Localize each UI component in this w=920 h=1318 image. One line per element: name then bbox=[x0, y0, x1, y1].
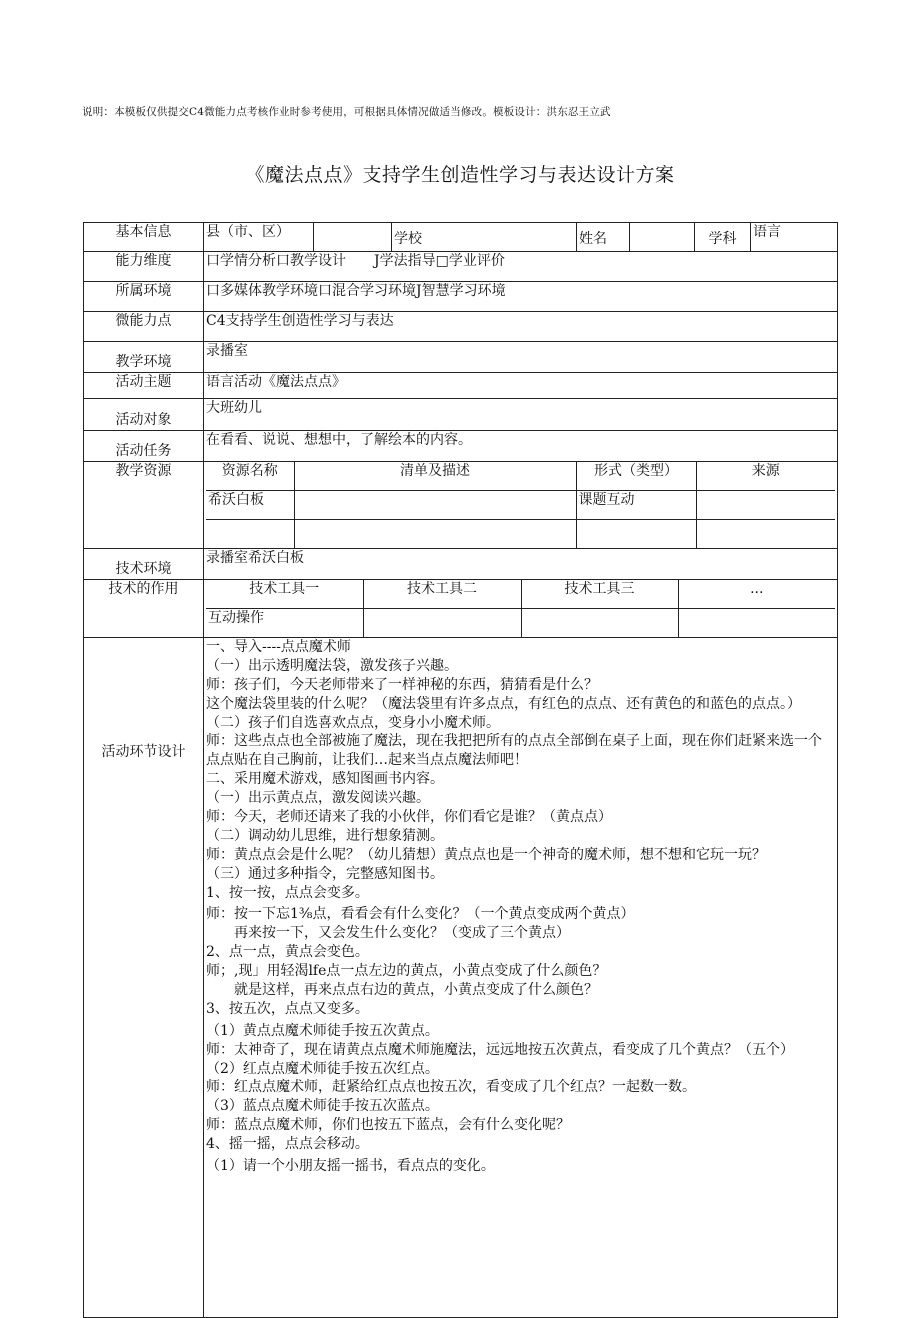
process-line: （3）蓝点点魔术师徒手按五次蓝点。 bbox=[206, 1098, 439, 1115]
tech-tool-header: 技术工具三 bbox=[521, 580, 678, 609]
tech-tool-header: 技术工具二 bbox=[363, 580, 521, 609]
activity-target-value: 大班幼儿 bbox=[204, 399, 838, 431]
tech-tool-value: 互动操作 bbox=[206, 609, 363, 638]
basic-info-row bbox=[84, 223, 838, 252]
tech-tool-header: 技术工具一 bbox=[206, 580, 363, 609]
activity-theme-label: 活动主题 bbox=[84, 373, 204, 399]
micro-ability-row bbox=[84, 312, 838, 342]
activity-target-row bbox=[84, 399, 838, 431]
ability-value: 口学情分析口教学设计 J学法指导□学业评价 bbox=[204, 252, 838, 282]
tech-environment-row bbox=[84, 549, 838, 580]
tech-tool-header: ... bbox=[678, 580, 835, 609]
process-line: 师；,现」用轻渴lfe点一点左边的黄点，小黄点变成了什么颜色？ bbox=[206, 963, 607, 980]
resource-cell bbox=[294, 520, 576, 549]
activity-process-row bbox=[84, 638, 838, 1318]
resource-cell bbox=[696, 491, 835, 520]
activity-theme-value: 语言活动《魔法点点》 bbox=[204, 373, 838, 399]
resources-table-cell bbox=[204, 462, 838, 549]
process-line: （1）黄点点魔术师徒手按五次黄点。 bbox=[206, 1022, 439, 1039]
document-title: 《魔法点点》支持学生创造性学习与表达设计方案 bbox=[245, 164, 675, 186]
tech-role-value-row bbox=[206, 609, 835, 638]
process-line: （二）孩子们自选喜欢点点，变身小小魔术师。 bbox=[206, 714, 500, 731]
activity-process-label: 活动环节设计 bbox=[84, 638, 204, 1318]
name-value bbox=[630, 223, 695, 252]
environment-value: 口多媒体教学环境口混合学习环境J智慧学习环境 bbox=[204, 282, 838, 312]
resource-cell: 希沃白板 bbox=[206, 491, 294, 520]
tech-tool-value bbox=[678, 609, 835, 638]
process-line: 再来按一下，又会发生什么变化？（变成了三个黄点） bbox=[234, 925, 570, 942]
tech-role-table bbox=[206, 580, 835, 637]
process-line: 2、点一点，黄点会变色。 bbox=[206, 944, 369, 961]
teaching-resources-row bbox=[84, 462, 838, 549]
resource-cell bbox=[576, 520, 696, 549]
resources-header: 资源名称 bbox=[206, 462, 294, 491]
process-line: 师：黄点点会是什么呢？（幼儿猜想）黄点点也是一个神奇的魔术师，想不想和它玩一玩？ bbox=[206, 846, 766, 863]
process-line: 一、导入----点点魔术师 bbox=[206, 639, 351, 655]
resources-table bbox=[206, 462, 835, 548]
resources-header: 形式（类型） bbox=[576, 462, 696, 491]
resources-row bbox=[206, 491, 835, 520]
process-line: 师：红点点魔术师，赶紧给红点点也按五次，看变成了几个红点？一起数一数。 bbox=[206, 1079, 696, 1096]
process-line: 这个魔法袋里装的什么呢？（魔法袋里有许多点点，有红色的点点、还有黄色的和蓝色的点点。） bbox=[206, 695, 801, 712]
process-line: 师：这些点点也全部被施了魔法，现在我把把所有的点点全部倒在桌子上面，现在你们赶紧来选一个点点贴在自己胸前，让我们…起来当点点魔法师吧！ bbox=[206, 733, 822, 769]
process-line: 3、按五次，点点又变多。 bbox=[206, 1000, 369, 1017]
activity-target-label: 活动对象 bbox=[84, 399, 204, 431]
activity-process-content bbox=[204, 638, 838, 1318]
resource-cell bbox=[206, 520, 294, 549]
tech-environment-value: 录播室希沃白板 bbox=[204, 549, 838, 580]
tech-environment-label: 技术环境 bbox=[84, 549, 204, 580]
process-line: （1）请一个小朋友摇一摇书，看点点的变化。 bbox=[206, 1158, 495, 1175]
tech-tool-value bbox=[521, 609, 678, 638]
template-note: 说明：本模板仅供提交C4微能力点考核作业时参考使用，可根据具体情况做适当修改。模板设计：洪东忍王立武 bbox=[82, 106, 611, 118]
process-line: （2）红点点魔术师徒手按五次红点。 bbox=[206, 1060, 439, 1077]
resources-header-row bbox=[206, 462, 835, 491]
process-line: 4、摇一摇，点点会移动。 bbox=[206, 1136, 369, 1153]
tech-role-row bbox=[84, 580, 838, 638]
environment-row bbox=[84, 282, 838, 312]
teaching-resources-label: 教学资源 bbox=[84, 462, 204, 549]
teaching-environment-label: 教学环境 bbox=[84, 342, 204, 373]
tech-role-label: 技术的作用 bbox=[84, 580, 204, 638]
process-line: （二）调动幼儿思维，进行想象猜测。 bbox=[206, 827, 444, 844]
process-line: 二、采用魔术游戏，感知图画书内容。 bbox=[206, 771, 444, 788]
subject-value: 语言 bbox=[751, 223, 838, 252]
tech-role-header-row bbox=[206, 580, 835, 609]
resource-cell: 课题互动 bbox=[576, 491, 696, 520]
name-label: 姓名 bbox=[577, 223, 630, 252]
process-line: 师：太神奇了，现在请黄点点魔术师施魔法，远远地按五次黄点，看变成了几个黄点？（五个） bbox=[206, 1041, 794, 1058]
process-line: 师：按一下忘1⅜点，看看会有什么变化？（一个黄点变成两个黄点） bbox=[206, 906, 635, 923]
process-line: （一）出示黄点点，激发阅读兴趣。 bbox=[206, 790, 430, 807]
teaching-environment-row bbox=[84, 342, 838, 373]
county-value bbox=[314, 223, 392, 252]
process-line: 就是这样，再来点点右边的黄点，小黄点变成了什么颜色？ bbox=[234, 982, 598, 999]
activity-theme-row bbox=[84, 373, 838, 399]
resource-cell bbox=[696, 520, 835, 549]
teaching-environment-value: 录播室 bbox=[204, 342, 838, 373]
ability-label: 能力维度 bbox=[84, 252, 204, 282]
resource-cell bbox=[294, 491, 576, 520]
activity-task-row bbox=[84, 431, 838, 462]
design-form-table bbox=[83, 222, 838, 1318]
tech-tool-value bbox=[363, 609, 521, 638]
process-line: 师：今天，老师还请来了我的小伙伴，你们看它是谁？（黄点点） bbox=[206, 809, 612, 826]
process-line: （三）通过多种指令，完整感知图书。 bbox=[206, 865, 444, 882]
basic-info-label: 基本信息 bbox=[84, 223, 204, 252]
resources-row bbox=[206, 520, 835, 549]
subject-label: 学科 bbox=[695, 223, 751, 252]
process-line: 1、按一按，点点会变多。 bbox=[206, 884, 369, 901]
micro-ability-label: 微能力点 bbox=[84, 312, 204, 342]
environment-label: 所属环境 bbox=[84, 282, 204, 312]
resources-header: 来源 bbox=[696, 462, 835, 491]
process-line: 师：孩子们，今天老师带来了一样神秘的东西，猜猜看是什么？ bbox=[206, 676, 598, 693]
county-label: 县（市、区） bbox=[204, 223, 314, 252]
ability-row bbox=[84, 252, 838, 282]
micro-ability-value: C4支持学生创造性学习与表达 bbox=[204, 312, 838, 342]
resources-header: 清单及描述 bbox=[294, 462, 576, 491]
tech-role-table-cell bbox=[204, 580, 838, 638]
process-line: 师：蓝点点魔术师，你们也按五下蓝点，会有什么变化呢？ bbox=[206, 1117, 570, 1134]
activity-task-label: 活动任务 bbox=[84, 431, 204, 462]
process-line: （一）出示透明魔法袋，激发孩子兴趣。 bbox=[206, 657, 458, 674]
activity-task-value: 在看看、说说、想想中，了解绘本的内容。 bbox=[204, 431, 838, 462]
school-label: 学校 bbox=[392, 223, 577, 252]
